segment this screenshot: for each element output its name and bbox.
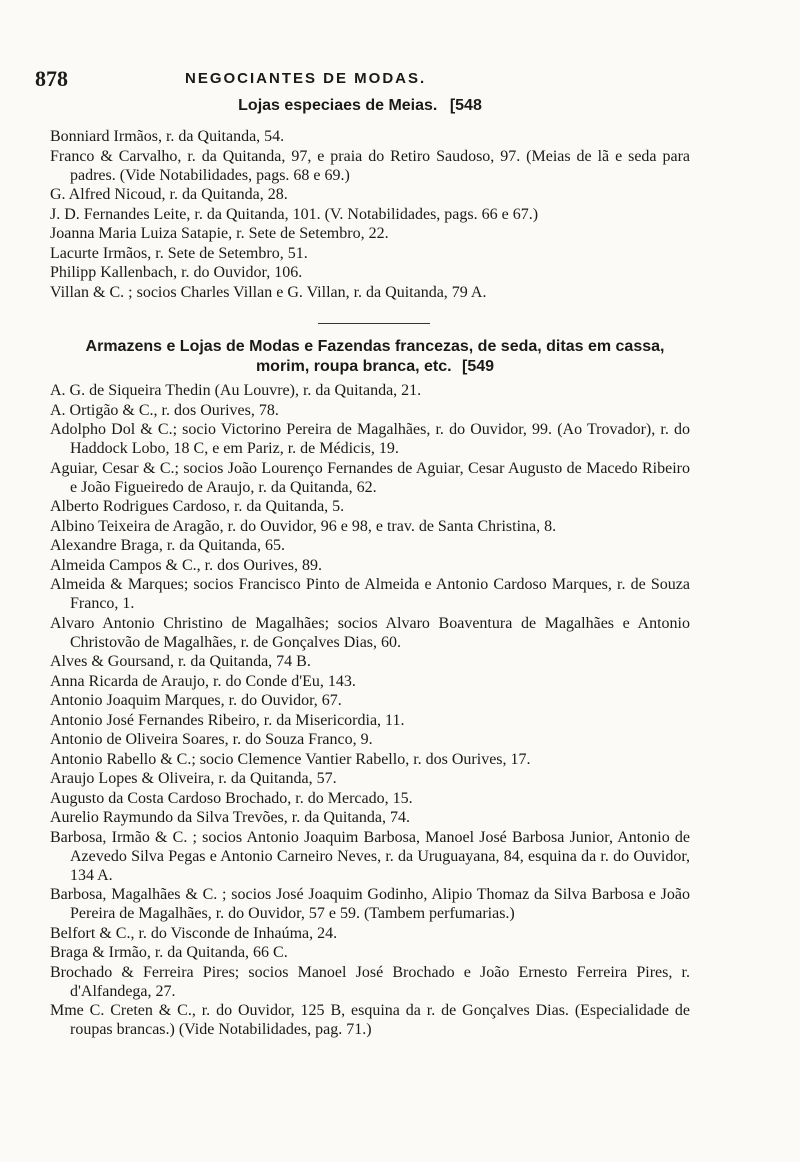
list-item: Braga & Irmão, r. da Quitanda, 66 C. <box>50 944 288 961</box>
list-item: Araujo Lopes & Oliveira, r. da Quitanda, 57. <box>50 770 337 787</box>
list-item: Alves & Goursand, r. da Quitanda, 74 B. <box>50 653 311 670</box>
list-item: Belfort & C., r. do Visconde de Inhaúma, 24. <box>50 924 338 942</box>
list-item: Barbosa, Magalhães & C. ; socios José Joaquim Godinho, Alipio Thomaz da Silva Barbosa e João Pereira de Magalhães, r. do Ouvidor, 57 e 59. (Tambem perfumarias.) <box>50 886 690 922</box>
list-item: Aguiar, Cesar & C.; socios João Lourenço Fernandes de Aguiar, Cesar Augusto de Macedo Ribeiro e João Figueiredo de Araujo, r. da Quitanda, 62. <box>50 459 690 496</box>
section-code: [549 <box>462 358 495 375</box>
list-item: Aurelio Raymundo da Silva Trevões, r. da Quitanda, 74. <box>50 809 410 826</box>
list-item: A. G. de Siqueira Thedin (Au Louvre), r. da Quitanda, 21. <box>50 382 422 399</box>
list-item: Brochado & Ferreira Pires; socios Manoel José Brochado e João Ernesto Ferreira Pires, r. d'Alfandega, 27. <box>50 963 690 1000</box>
list-item: Bonniard Irmãos, r. da Quitanda, 54. <box>50 128 285 145</box>
list-item: Alberto Rodrigues Cardoso, r. da Quitanda, 5. <box>50 498 345 515</box>
list-item: Almeida Campos & C., r. dos Ourives, 89. <box>50 556 322 574</box>
list-item: Alvaro Antonio Christino de Magalhães; socios Alvaro Boaventura de Magalhães e Antonio Christovão de Magalhães, r. de Gonçalves Dias, 60. <box>50 614 690 651</box>
list-item: Adolpho Dol & C.; socio Victorino Pereira de Magalhães, r. do Ouvidor, 99. (Ao Trovador), r. do Haddock Lobo, 18 C, e em Pariz, r. de Médicis, 19. <box>50 421 690 457</box>
running-title: NEGOCIANTES DE MODAS. <box>185 70 427 87</box>
section-title-text: Lojas especiaes de Meias. <box>238 97 438 114</box>
section-code: [548 <box>449 97 482 114</box>
section-title-line-2: morim, roupa branca, etc. <box>255 358 452 375</box>
page-number: 878 <box>35 66 68 91</box>
section-divider <box>318 323 430 324</box>
list-item: Joanna Maria Luiza Satapie, r. Sete de Setembro, 22. <box>50 225 389 242</box>
section-2-entries <box>50 381 690 1040</box>
list-item: Albino Teixeira de Aragão, r. do Ouvidor, 96 e 98, e trav. de Santa Christina, 8. <box>50 517 557 535</box>
list-item: J. D. Fernandes Leite, r. da Quitanda, 101. (V. Notabilidades, pags. 66 e 67.) <box>50 205 539 223</box>
list-item: Antonio José Fernandes Ribeiro, r. da Misericordia, 11. <box>50 711 405 729</box>
section-title-line-1: Armazens e Lojas de Modas e Fazendas francezas, de seda, ditas em cassa, <box>85 338 665 355</box>
list-item: Mme C. Creten & C., r. do Ouvidor, 125 B, esquina da r. de Gonçalves Dias. (Especialidade de roupas brancas.) (Vide Notabilidades, pag. 71.) <box>50 1002 690 1038</box>
page-header <box>35 66 685 92</box>
list-item: Antonio Joaquim Marques, r. do Ouvidor, 67. <box>50 692 342 709</box>
list-item: Alexandre Braga, r. da Quitanda, 65. <box>50 537 286 554</box>
list-item: Anna Ricarda de Araujo, r. do Conde d'Eu, 143. <box>50 672 356 690</box>
list-item: Franco & Carvalho, r. da Quitanda, 97, e praia do Retiro Saudoso, 97. (Meias de lã e seda para padres. (Vide Notabilidades, pags. 68 e 69.) <box>50 147 690 184</box>
list-item: Villan & C. ; socios Charles Villan e G. Villan, r. da Quitanda, 79 A. <box>50 283 487 301</box>
section-1-entries <box>50 127 690 302</box>
list-item: Lacurte Irmãos, r. Sete de Setembro, 51. <box>50 244 308 262</box>
list-item: Almeida & Marques; socios Francisco Pinto de Almeida e Antonio Cardoso Marques, r. de Souza Franco, 1. <box>50 576 690 612</box>
list-item: A. Ortigão & C., r. dos Ourives, 78. <box>50 401 279 419</box>
list-item: Philipp Kallenbach, r. do Ouvidor, 106. <box>50 264 303 281</box>
list-item: G. Alfred Nicoud, r. da Quitanda, 28. <box>50 186 288 203</box>
list-item: Barbosa, Irmão & C. ; socios Antonio Joaquim Barbosa, Manoel José Barbosa Junior, Antonio de Azevedo Silva Pegas e Antonio Carneiro Neves, r. da Uruguayana, 84, esquina da r. do Ouvidor, 134 A. <box>50 828 690 884</box>
section-title-modas <box>55 337 695 377</box>
list-item: Antonio de Oliveira Soares, r. do Souza Franco, 9. <box>50 731 373 748</box>
section-title-meias <box>35 96 685 116</box>
list-item: Augusto da Costa Cardoso Brochado, r. do Mercado, 15. <box>50 789 413 807</box>
list-item: Antonio Rabello & C.; socio Clemence Vantier Rabello, r. dos Ourives, 17. <box>50 750 531 768</box>
